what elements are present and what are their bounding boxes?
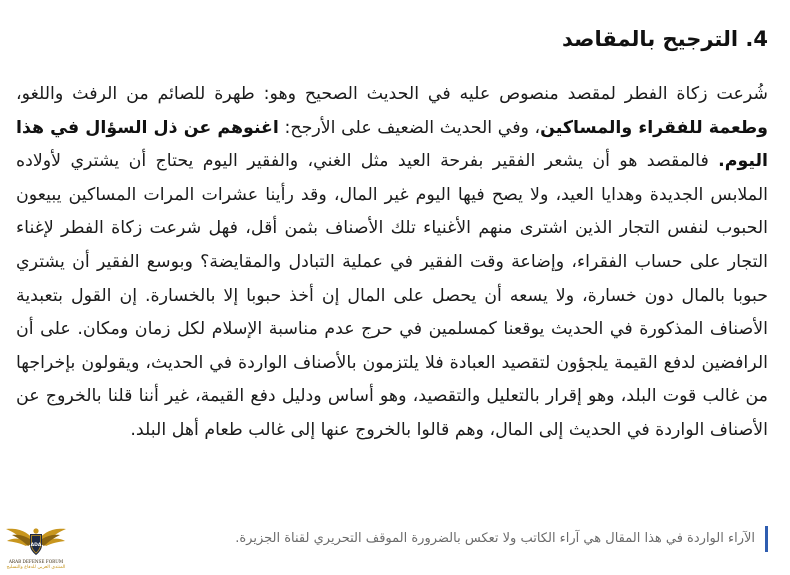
eagle-wings-icon <box>4 520 68 560</box>
article-paragraph <box>16 78 768 448</box>
forum-watermark-logo <box>4 520 68 574</box>
paragraph-bold-phrase-2: اغنوهم عن ذل السؤال في هذا اليوم. <box>16 117 768 172</box>
section-heading: 4. الترجيح بالمقاصد <box>562 27 768 51</box>
logo-name-en: ARAB DEFENSE FORUM <box>8 559 64 564</box>
paragraph-rest: فالمقصد هو أن يشعر الفقير بفرحة العيد مثل الغني، والفقير اليوم يحتاج أن يشتري لأولاده الملابس الجديدة وهدايا العيد، ولا يصح فيها اليوم غير المال، وقد رأينا عشرات المرات المساكين يبيعون الحبوب لنفس التجار الذين اشترى منهم الأغنياء تلك الأصناف بثمن أقل، فهل شرعت زكاة الفطر لإغناء التجار على حساب الفقراء، وإضاعة وقت الفقير في عملية التبادل والمقايضة؟ وبوسع الفقير أن يشتري حبوبا بالمال دون خسارة، ولا يسعه أن يحصل على المال إن أخذ حبوبا إلا بالخسارة. إن القول بتعبدية الأصناف المذكورة في الحديث يوقعنا كمسلمين في حرج عدم مناسبة الإسلام لكل زمان ومكان. على أن الرافضين لدفع القيمة يلجؤون لتقصيد العبادة فلا يلتزمون بالأصناف الواردة في الحديث، ويقولون بإخراجها من غالب قوت البلد، وهو إقرار بالتعليل والتقصيد، وهو أساس ودليل دفع القيمة، غير أننا قلنا بالخروج عن الأصناف الواردة في الحديث إلى المال، وهم قالوا بالخروج عنها إلى غالب طعام أهل البلد. <box>16 151 768 440</box>
logo-emblem-letters: ADA <box>30 543 42 548</box>
logo-name-ar: المنتدى العربي للدفاع والتسليح <box>6 565 66 570</box>
opinion-disclaimer: الآراء الواردة في هذا المقال هي آراء الكاتب ولا تعكس بالضرورة الموقف التحريري لقناة الجزيرة. <box>135 526 768 552</box>
paragraph-bold-phrase-1: وطعمة للفقراء والمساكين <box>540 117 768 138</box>
paragraph-middle: ، وفي الحديث الضعيف على الأرجح: <box>278 117 541 138</box>
paragraph-intro: شُرعت زكاة الفطر لمقصد منصوص عليه في الحديث الصحيح وهو: طهرة للصائم من الرفث واللغو، <box>16 84 768 104</box>
